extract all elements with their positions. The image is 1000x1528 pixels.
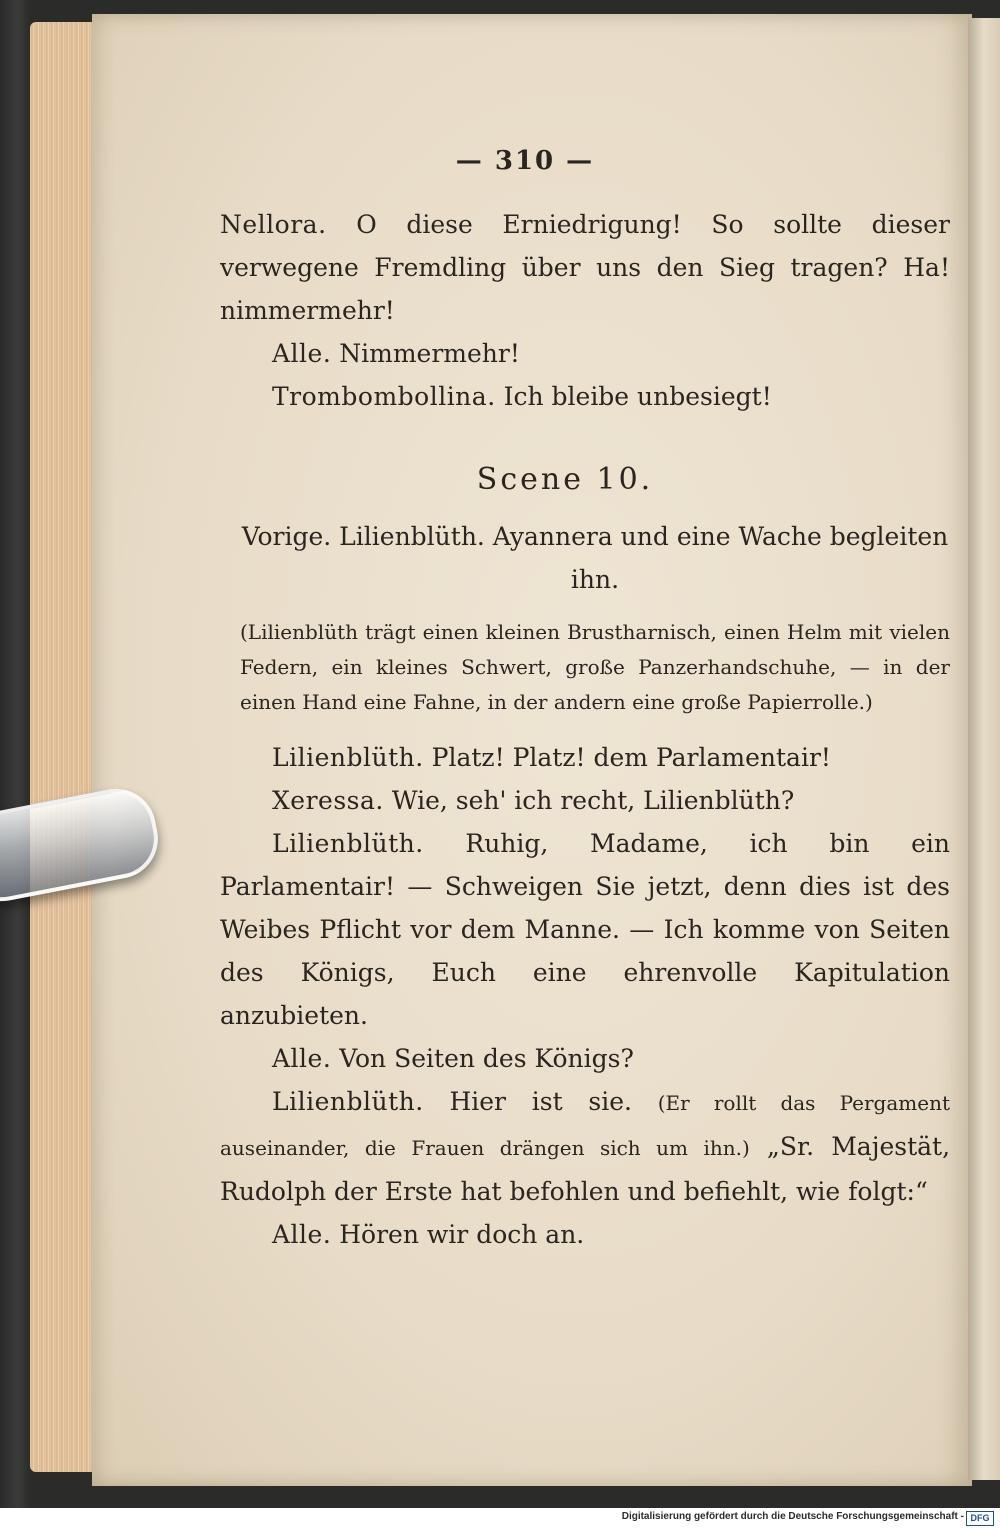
inline-stage-direction: (Er rollt das Pergament auseinander, die Frauen drängen sich um ihn.) bbox=[220, 1091, 951, 1160]
speaker-name: Lilienblüth. bbox=[272, 829, 424, 858]
speaker-name: Xeressa. bbox=[272, 786, 384, 815]
speaker-name: Lilienblüth. bbox=[272, 743, 424, 772]
dfg-logo: DFG bbox=[966, 1511, 994, 1526]
dialogue-line bbox=[220, 375, 950, 418]
speaker-name: Lilienblüth. bbox=[272, 1087, 424, 1116]
line-text: Ruhig, Madame, ich bin ein Parlamentair! — Schweigen Sie jetzt, denn dies ist des Weibes Pflicht vor dem Manne. — Ich komme von Seiten des Königs, Euch eine ehrenvolle Kapitulation anzubieten. bbox=[220, 829, 950, 1030]
speaker-name: Trombombollina. bbox=[272, 382, 496, 411]
line-text: Von Seiten des Königs? bbox=[339, 1044, 634, 1073]
stage-direction: (Lilienblüth trägt einen kleinen Brustharnisch, einen Helm mit vielen Federn, ein kleines Schwert, große Panzerhandschuhe, — in der einen Hand eine Fahne, in der andern eine große Papierrolle.) bbox=[240, 620, 950, 714]
line-text: Platz! Platz! dem Parlamentair! bbox=[431, 743, 831, 772]
dialogue-line bbox=[220, 1080, 950, 1213]
next-page-edge bbox=[968, 18, 1000, 1480]
speaker-name: Alle. bbox=[272, 1044, 332, 1073]
dialogue-line bbox=[220, 332, 950, 375]
line-text: Hier ist sie. bbox=[449, 1087, 632, 1116]
speaker-name: Nellora. bbox=[220, 210, 327, 239]
dialogue-line bbox=[220, 203, 950, 332]
footer-bar bbox=[0, 1508, 1000, 1528]
page-text bbox=[220, 120, 950, 1256]
dialogue-line bbox=[220, 1213, 950, 1256]
dialogue-line bbox=[220, 779, 950, 822]
dialogue-line bbox=[220, 822, 950, 1037]
speaker-name: Alle. bbox=[272, 1220, 332, 1249]
line-text-continued: „Sr. Majestät, Rudolph der Erste hat befohlen und befiehlt, wie folgt:“ bbox=[220, 1132, 951, 1206]
dialogue-line bbox=[220, 1037, 950, 1080]
line-text: Nimmermehr! bbox=[339, 339, 520, 368]
speaker-name: Alle. bbox=[272, 339, 332, 368]
scene-cast: Vorige. Lilienblüth. Ayannera und eine Wache begleiten ihn. bbox=[241, 522, 949, 594]
page-number: — 310 — bbox=[455, 146, 595, 176]
line-text: O diese Erniedrigung! So sollte dieser verwegene Fremdling über uns den Sieg tragen? Ha! nimmermehr! bbox=[220, 210, 950, 325]
line-text: Ich bleibe unbesiegt! bbox=[503, 382, 772, 411]
funding-credit: Digitalisierung gefördert durch die Deutsche Forschungsgemeinschaft - bbox=[621, 1511, 964, 1522]
line-text: Wie, seh' ich recht, Lilienblüth? bbox=[391, 786, 795, 815]
line-text: Hören wir doch an. bbox=[339, 1220, 585, 1249]
scene-heading: Scene 10. bbox=[476, 462, 654, 497]
dialogue-line bbox=[220, 736, 950, 779]
